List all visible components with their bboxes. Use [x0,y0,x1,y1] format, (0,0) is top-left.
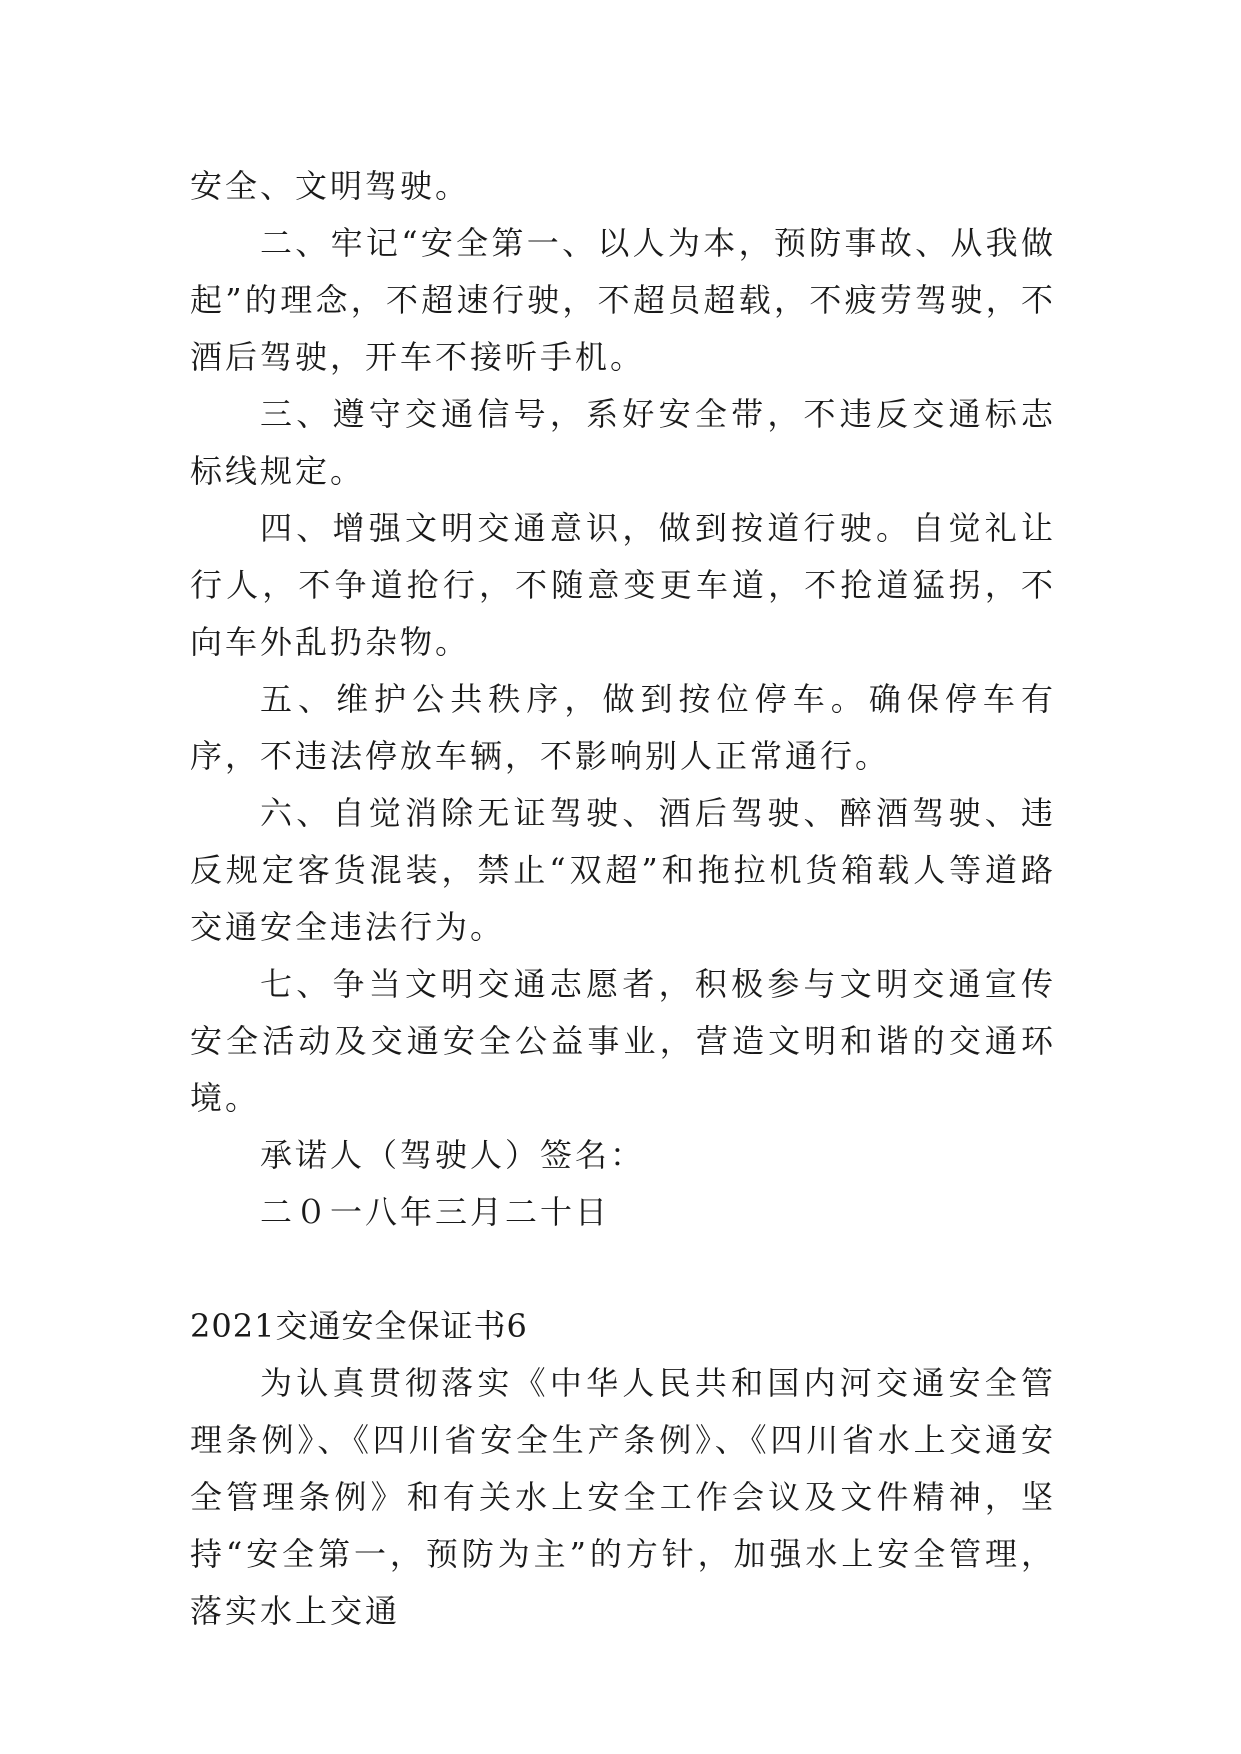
signature-label: 承诺人（驾驶人）签名： [260,1136,646,1174]
section-heading: 2021交通安全保证书6 [190,1307,528,1345]
paragraph-continuation: 安全、文明驾驶。 [190,167,471,205]
paragraph-item-7: 七、争当文明交通志愿者，积极参与文明交通宣传安全活动及交通安全公益事业，营造文明和谐的交通环境。 [190,965,1056,1117]
paragraph-intro: 为认真贯彻落实《中华人民共和国内河交通安全管理条例》、《四川省安全生产条例》、《四川省水上交通安全管理条例》和有关水上安全工作会议及文件精神，坚持“安全第一，预防为主”的方针，加强水上安全管理，落实水上交通 [190,1364,1056,1630]
paragraph-item-6: 六、自觉消除无证驾驶、酒后驾驶、醉酒驾驶、违反规定客货混装，禁止“双超”和拖拉机货箱载人等道路交通安全违法行为。 [190,794,1056,946]
paragraph-item-2: 二、牢记“安全第一、以人为本，预防事故、从我做起”的理念，不超速行驶，不超员超载，不疲劳驾驶，不酒后驾驶，开车不接听手机。 [190,224,1056,376]
paragraph-item-4: 四、增强文明交通意识，做到按道行驶。自觉礼让行人，不争道抢行，不随意变更车道，不抢道猛拐，不向车外乱扔杂物。 [190,509,1056,661]
paragraph-item-3: 三、遵守交通信号，系好安全带，不违反交通标志标线规定。 [190,395,1056,490]
paragraph-item-5: 五、维护公共秩序，做到按位停车。确保停车有序，不违法停放车辆，不影响别人正常通行。 [190,680,1056,775]
section-gap [190,1241,1056,1298]
document-body [190,158,1056,1640]
signature-date: 二０一八年三月二十日 [260,1193,611,1231]
